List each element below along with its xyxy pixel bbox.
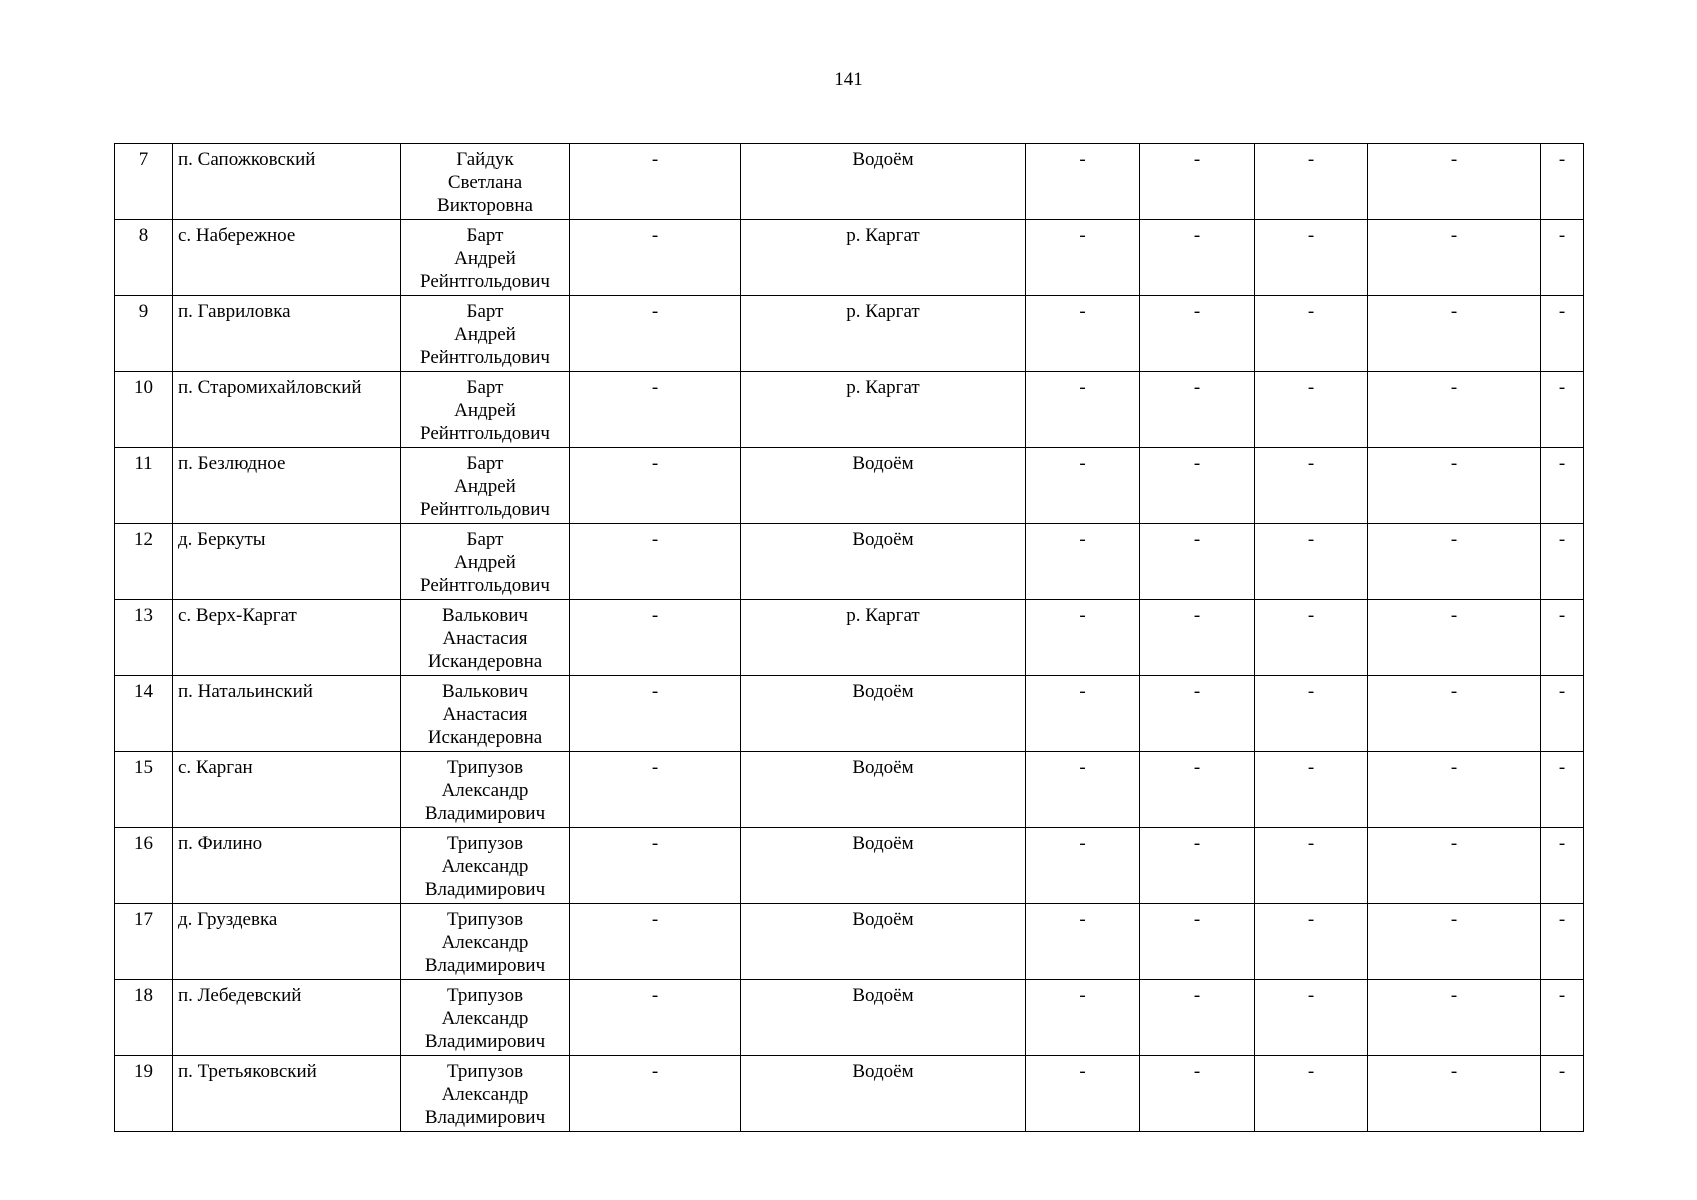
water-source: Водоём: [741, 524, 1026, 600]
water-source: Водоём: [741, 752, 1026, 828]
col6-value: -: [1026, 524, 1140, 600]
col4-value: -: [570, 904, 741, 980]
responsible-person: [401, 144, 570, 220]
person-name-part: Валькович: [442, 681, 528, 702]
col8-value: -: [1255, 144, 1368, 220]
col4-value: -: [570, 220, 741, 296]
col7-value: -: [1140, 296, 1255, 372]
person-name-part: Барт: [466, 301, 504, 322]
col8-value: -: [1255, 752, 1368, 828]
col10-value: -: [1541, 296, 1584, 372]
person-name-part: Светлана: [447, 172, 523, 193]
table-row: [115, 676, 1584, 752]
col6-value: -: [1026, 372, 1140, 448]
page-number: 141: [834, 69, 863, 90]
person-name-part: Владимирович: [424, 1031, 546, 1052]
water-source: Водоём: [741, 828, 1026, 904]
col8-value: -: [1255, 828, 1368, 904]
col8-value: -: [1255, 524, 1368, 600]
col7-value: -: [1140, 220, 1255, 296]
col9-value: -: [1368, 524, 1541, 600]
settlement-name: п. Гавриловка: [173, 296, 401, 372]
col4-value: -: [570, 828, 741, 904]
responsible-person: [401, 372, 570, 448]
col10-value: -: [1541, 144, 1584, 220]
person-name-part: Рейнтгольдович: [420, 423, 550, 444]
row-number: 17: [115, 904, 173, 980]
person-name-part: Рейнтгольдович: [420, 347, 550, 368]
col9-value: -: [1368, 752, 1541, 828]
col6-value: -: [1026, 1056, 1140, 1132]
responsible-person: [401, 600, 570, 676]
col9-value: -: [1368, 828, 1541, 904]
col9-value: -: [1368, 676, 1541, 752]
water-source: Водоём: [741, 448, 1026, 524]
responsible-person: [401, 904, 570, 980]
settlement-name: п. Третьяковский: [173, 1056, 401, 1132]
responsible-person: [401, 296, 570, 372]
row-number: 14: [115, 676, 173, 752]
col9-value: -: [1368, 296, 1541, 372]
row-number: 11: [115, 448, 173, 524]
col9-value: -: [1368, 980, 1541, 1056]
person-name-part: Анастасия: [442, 628, 528, 649]
col10-value: -: [1541, 372, 1584, 448]
col10-value: -: [1541, 220, 1584, 296]
person-name-part: Гайдук: [456, 149, 514, 170]
settlement-name: п. Безлюдное: [173, 448, 401, 524]
col7-value: -: [1140, 448, 1255, 524]
row-number: 8: [115, 220, 173, 296]
table-row: [115, 144, 1584, 220]
person-name-part: Владимирович: [424, 1107, 546, 1128]
person-name-part: Искандеровна: [427, 727, 543, 748]
col4-value: -: [570, 448, 741, 524]
col6-value: -: [1026, 220, 1140, 296]
person-name-part: Владимирович: [424, 879, 546, 900]
row-number: 16: [115, 828, 173, 904]
row-number: 9: [115, 296, 173, 372]
col4-value: -: [570, 1056, 741, 1132]
person-name-part: Барт: [466, 377, 504, 398]
col10-value: -: [1541, 524, 1584, 600]
responsible-person: [401, 524, 570, 600]
person-name-part: Владимирович: [424, 955, 546, 976]
person-name-part: Александр: [441, 780, 529, 801]
col8-value: -: [1255, 448, 1368, 524]
row-number: 15: [115, 752, 173, 828]
settlement-name: д. Беркуты: [173, 524, 401, 600]
table-row: [115, 296, 1584, 372]
col9-value: -: [1368, 904, 1541, 980]
col9-value: -: [1368, 372, 1541, 448]
responsible-person: [401, 752, 570, 828]
responsible-person: [401, 676, 570, 752]
water-source: Водоём: [741, 904, 1026, 980]
person-name-part: Александр: [441, 856, 529, 877]
col4-value: -: [570, 752, 741, 828]
settlement-name: п. Старомихайловский: [173, 372, 401, 448]
row-number: 13: [115, 600, 173, 676]
col10-value: -: [1541, 904, 1584, 980]
col7-value: -: [1140, 600, 1255, 676]
table-row: [115, 524, 1584, 600]
row-number: 12: [115, 524, 173, 600]
col4-value: -: [570, 296, 741, 372]
settlement-name: п. Натальинский: [173, 676, 401, 752]
col8-value: -: [1255, 1056, 1368, 1132]
person-name-part: Рейнтгольдович: [420, 575, 550, 596]
settlement-name: п. Лебедевский: [173, 980, 401, 1056]
col7-value: -: [1140, 752, 1255, 828]
person-name-part: Валькович: [442, 605, 528, 626]
col9-value: -: [1368, 600, 1541, 676]
settlement-name: с. Карган: [173, 752, 401, 828]
settlement-name: д. Груздевка: [173, 904, 401, 980]
person-name-part: Барт: [466, 225, 504, 246]
person-name-part: Барт: [466, 453, 504, 474]
person-name-part: Александр: [441, 1084, 529, 1105]
col8-value: -: [1255, 296, 1368, 372]
col8-value: -: [1255, 600, 1368, 676]
table-row: [115, 904, 1584, 980]
col4-value: -: [570, 980, 741, 1056]
water-source: Водоём: [741, 676, 1026, 752]
responsible-person: [401, 980, 570, 1056]
person-name-part: Искандеровна: [427, 651, 543, 672]
row-number: 18: [115, 980, 173, 1056]
col9-value: -: [1368, 448, 1541, 524]
person-name-part: Рейнтгольдович: [420, 499, 550, 520]
col8-value: -: [1255, 220, 1368, 296]
responsible-person: [401, 448, 570, 524]
person-name-part: Трипузов: [446, 833, 524, 854]
settlement-name: с. Набережное: [173, 220, 401, 296]
person-name-part: Трипузов: [446, 1061, 524, 1082]
table-row: [115, 828, 1584, 904]
settlements-table: [114, 143, 1584, 1132]
col6-value: -: [1026, 904, 1140, 980]
col7-value: -: [1140, 980, 1255, 1056]
col6-value: -: [1026, 752, 1140, 828]
row-number: 7: [115, 144, 173, 220]
col6-value: -: [1026, 144, 1140, 220]
water-source: р. Каргат: [741, 600, 1026, 676]
col9-value: -: [1368, 144, 1541, 220]
person-name-part: Трипузов: [446, 909, 524, 930]
water-source: Водоём: [741, 980, 1026, 1056]
table-row: [115, 752, 1584, 828]
responsible-person: [401, 1056, 570, 1132]
table-row: [115, 980, 1584, 1056]
row-number: 19: [115, 1056, 173, 1132]
col7-value: -: [1140, 524, 1255, 600]
table-body: [115, 144, 1584, 1132]
col8-value: -: [1255, 676, 1368, 752]
col4-value: -: [570, 600, 741, 676]
person-name-part: Александр: [441, 932, 529, 953]
col8-value: -: [1255, 904, 1368, 980]
row-number: 10: [115, 372, 173, 448]
responsible-person: [401, 828, 570, 904]
person-name-part: Андрей: [454, 248, 516, 269]
col10-value: -: [1541, 600, 1584, 676]
col7-value: -: [1140, 1056, 1255, 1132]
person-name-part: Андрей: [454, 400, 516, 421]
col6-value: -: [1026, 828, 1140, 904]
person-name-part: Рейнтгольдович: [420, 271, 550, 292]
col10-value: -: [1541, 1056, 1584, 1132]
col10-value: -: [1541, 676, 1584, 752]
col6-value: -: [1026, 980, 1140, 1056]
person-name-part: Анастасия: [442, 704, 528, 725]
col9-value: -: [1368, 1056, 1541, 1132]
person-name-part: Андрей: [454, 324, 516, 345]
table-row: [115, 220, 1584, 296]
col10-value: -: [1541, 752, 1584, 828]
water-source: Водоём: [741, 144, 1026, 220]
water-source: р. Каргат: [741, 296, 1026, 372]
table-row: [115, 372, 1584, 448]
col7-value: -: [1140, 676, 1255, 752]
col4-value: -: [570, 676, 741, 752]
col4-value: -: [570, 372, 741, 448]
person-name-part: Андрей: [454, 552, 516, 573]
person-name-part: Барт: [466, 529, 504, 550]
col7-value: -: [1140, 904, 1255, 980]
water-source: Водоём: [741, 1056, 1026, 1132]
col6-value: -: [1026, 296, 1140, 372]
col4-value: -: [570, 144, 741, 220]
col8-value: -: [1255, 372, 1368, 448]
person-name-part: Александр: [441, 1008, 529, 1029]
col8-value: -: [1255, 980, 1368, 1056]
person-name-part: Викторовна: [437, 195, 533, 216]
col4-value: -: [570, 524, 741, 600]
settlement-name: п. Филино: [173, 828, 401, 904]
water-source: р. Каргат: [741, 372, 1026, 448]
settlement-name: с. Верх-Каргат: [173, 600, 401, 676]
col9-value: -: [1368, 220, 1541, 296]
col7-value: -: [1140, 372, 1255, 448]
col10-value: -: [1541, 828, 1584, 904]
person-name-part: Трипузов: [446, 985, 524, 1006]
water-source: р. Каргат: [741, 220, 1026, 296]
col6-value: -: [1026, 600, 1140, 676]
col6-value: -: [1026, 676, 1140, 752]
col6-value: -: [1026, 448, 1140, 524]
person-name-part: Андрей: [454, 476, 516, 497]
col7-value: -: [1140, 144, 1255, 220]
col10-value: -: [1541, 980, 1584, 1056]
table-row: [115, 600, 1584, 676]
person-name-part: Владимирович: [424, 803, 546, 824]
settlement-name: п. Сапожковский: [173, 144, 401, 220]
table-row: [115, 1056, 1584, 1132]
col7-value: -: [1140, 828, 1255, 904]
responsible-person: [401, 220, 570, 296]
table-row: [115, 448, 1584, 524]
col10-value: -: [1541, 448, 1584, 524]
person-name-part: Трипузов: [446, 757, 524, 778]
